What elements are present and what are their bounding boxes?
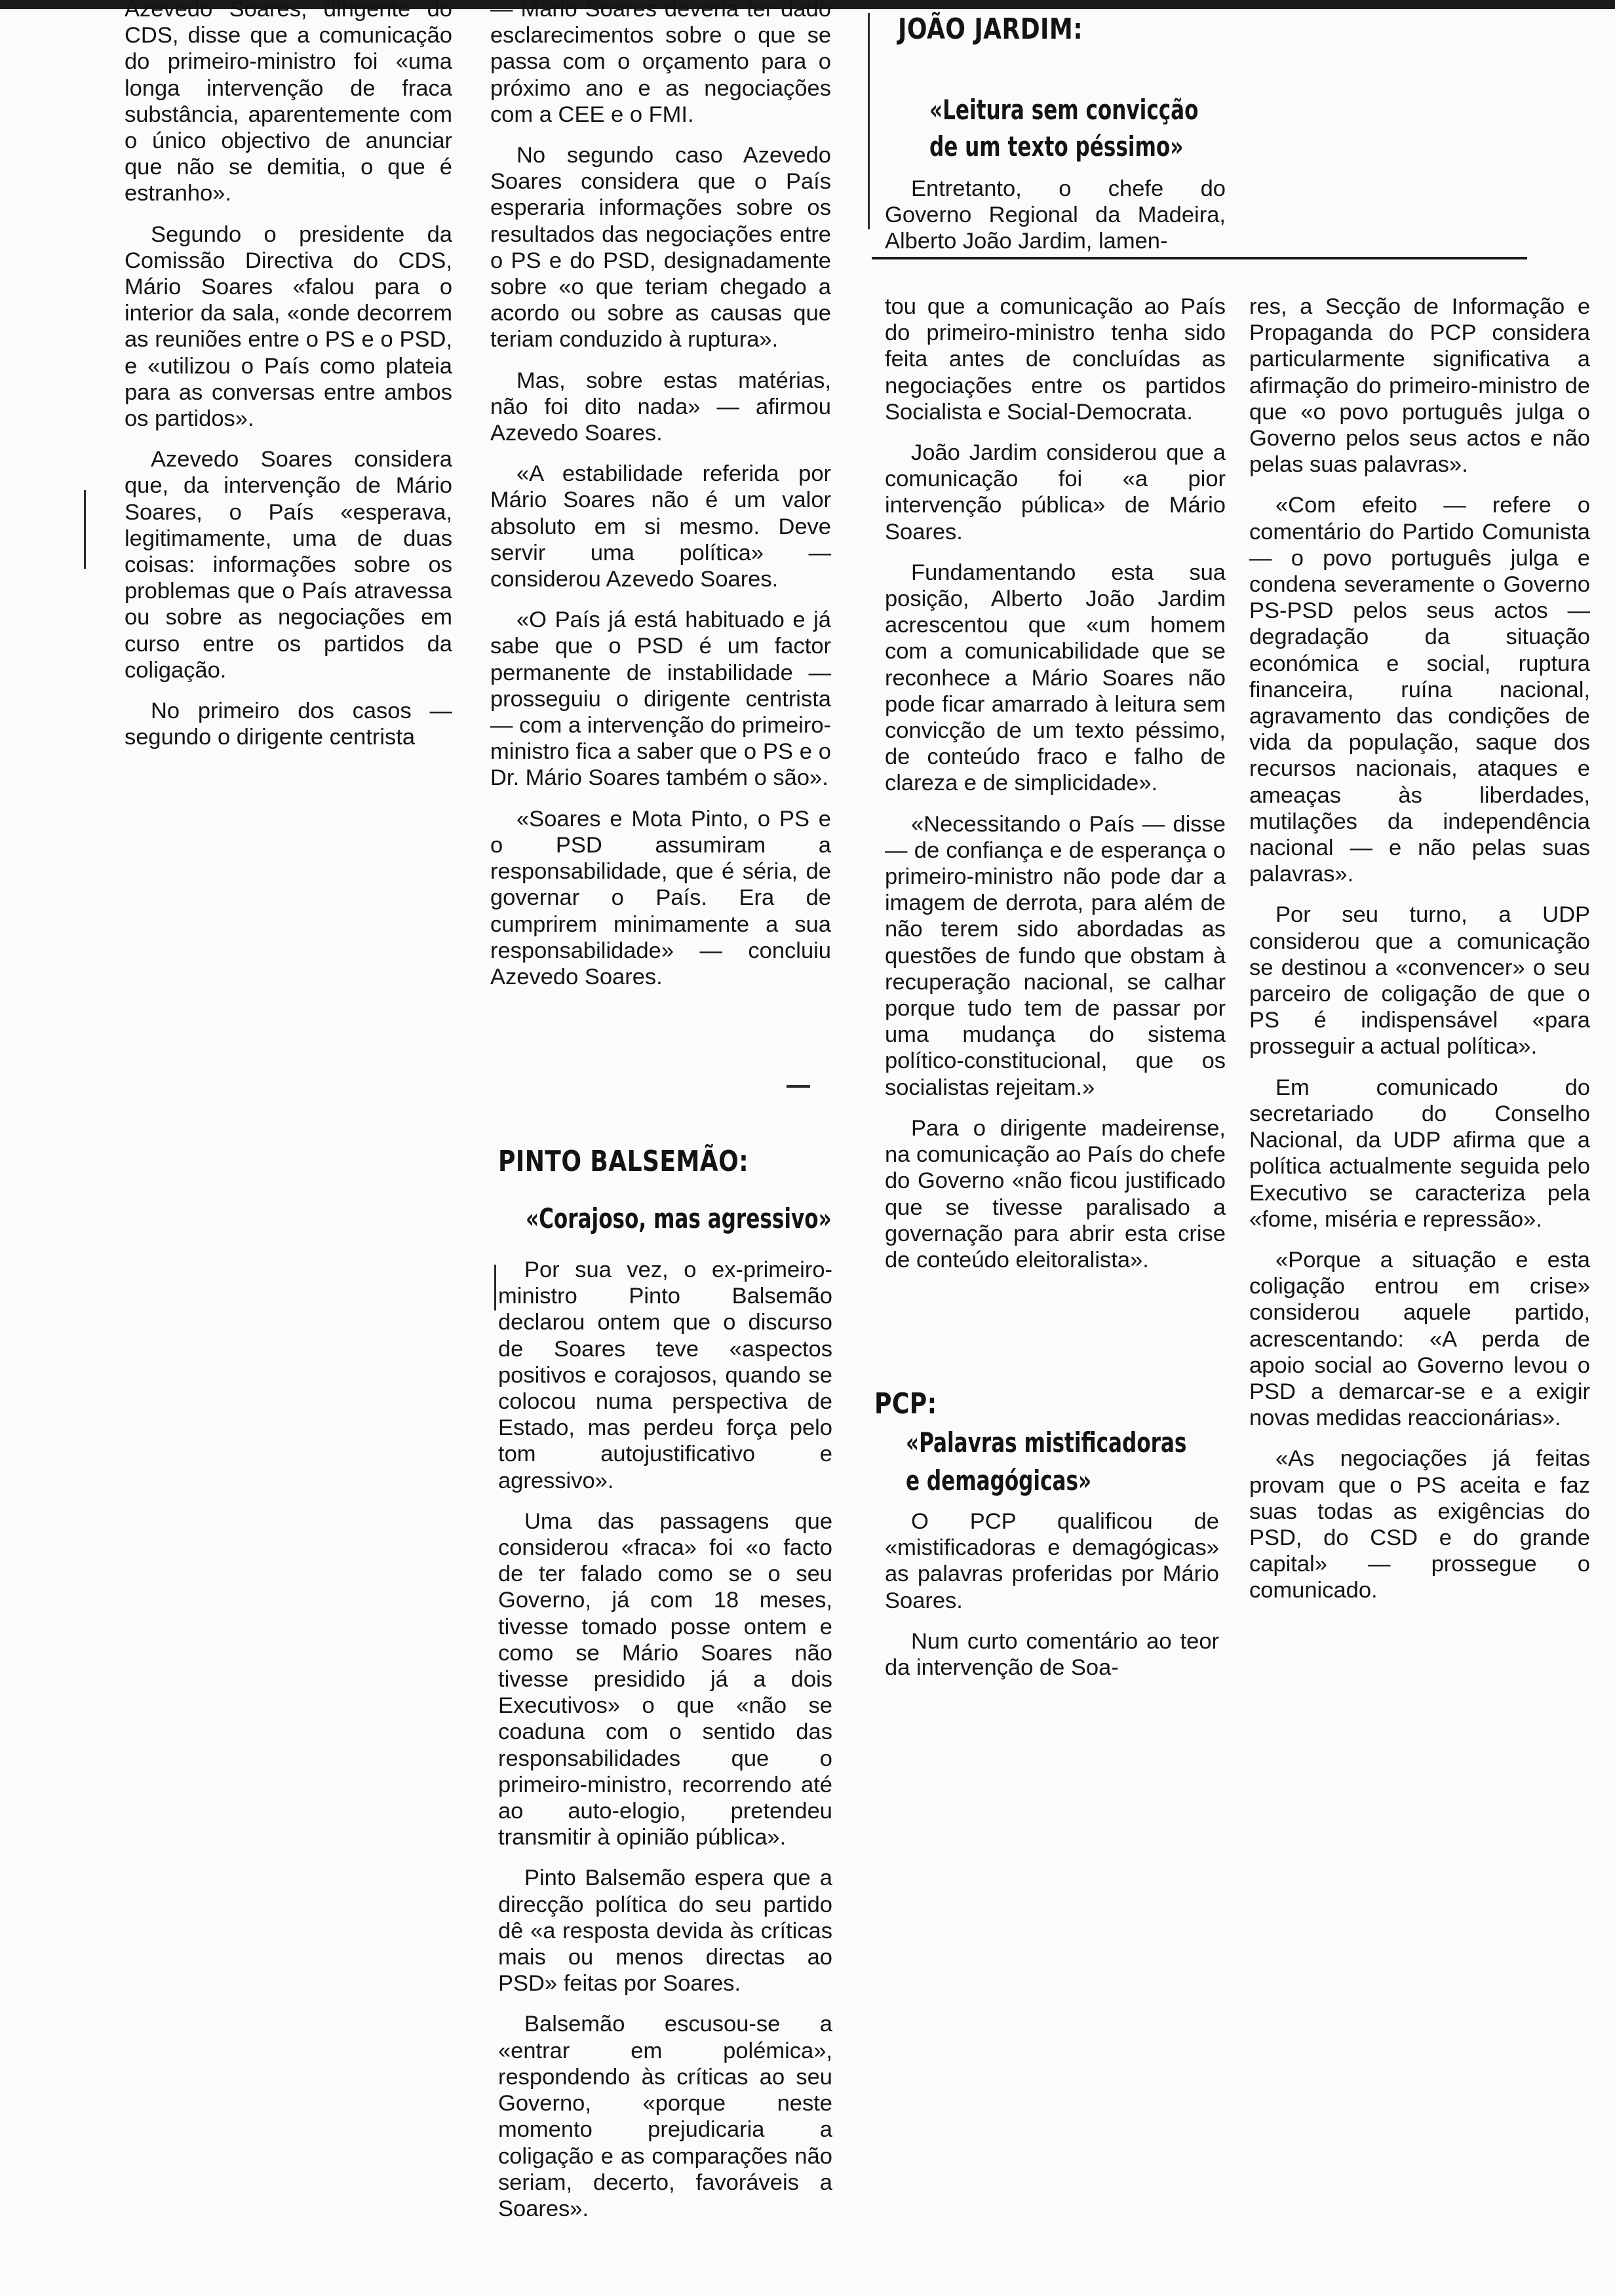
col3-paragraph: Para o dirigente madeirense, na comunicação ao País do chefe do Governo «não ficou justificado que se tivesse paralisado a governação para abrir esta crise de conteúdo eleitoralista». xyxy=(885,1115,1226,1272)
pcp-body xyxy=(885,1508,1219,1695)
col4-paragraph: «As negociações já feitas provam que o PS aceita e faz suas todas as exigências do PSD, do CSD e do grande capital» — prossegue o comunicado. xyxy=(1249,1446,1590,1603)
pcp-paragraph: Num curto comentário ao teor da intervenção de Soa- xyxy=(885,1628,1219,1681)
section-heading-pcp: PCP: xyxy=(874,1387,937,1421)
col4-paragraph: res, a Secção de Informação e Propaganda do PCP considera particularmente significativa a afirmação do primeiro-ministro de que «o povo português julga o Governo pelos seus actos e não pelas suas palavras». xyxy=(1249,294,1590,478)
col4-paragraph: Em comunicado do secretariado do Conselho Nacional, da UDP afirma que a política actualmente seguida pelo Executivo se caracteriza pela «fome, miséria e repressão». xyxy=(1249,1075,1590,1232)
col2-paragraph: Mas, sobre estas matérias, não foi dito nada» — afirmou Azevedo Soares. xyxy=(490,368,831,446)
section-heading-balsemao: PINTO BALSEMÃO: xyxy=(498,1145,749,1178)
col2-paragraph: «O País já está habituado e já sabe que o PSD é um factor permanente de instabilidade — prosseguiu o dirigente centrista — com a intervenção do primeiro-ministro fica a saber que o PS e o Dr. Mário Soares também o são». xyxy=(490,607,831,791)
col1-paragraph: Segundo o presidente da Comissão Directiva do CDS, Mário Soares «falou para o interior da sala, «onde decorrem as reuniões entre o PS e o PSD, e «utilizou o País como plateia para as conversas entre ambos os partidos». xyxy=(125,221,452,432)
section-heading-jardim: JOÃO JARDIM: xyxy=(898,12,1083,46)
col3-paragraph: Fundamentando esta sua posição, Alberto João Jardim acrescentou que «um homem com a comunicabilidade que se reconhece a Mário Soares não pode ficar amarrado à leitura sem convicção de um texto péssimo, de conteúdo fraco e falho de clareza e de simplicidade». xyxy=(885,560,1226,796)
column-1 xyxy=(125,0,452,765)
quote-heading-pcp-line1: «Palavras mistificadoras xyxy=(906,1426,1187,1459)
balsemao-paragraph: Pinto Balsemão espera que a direcção política do seu partido dê «a resposta devida às críticas mais ou menos directas ao PSD» feitas por Soares. xyxy=(498,1866,832,1997)
end-mark xyxy=(787,1085,810,1088)
margin-mark xyxy=(494,1265,496,1311)
col2-paragraph: «A estabilidade referida por Mário Soares não é um valor absoluto em si mesmo. Deve servir uma política» — considerou Azevedo Soares. xyxy=(490,461,831,592)
col2-paragraph: «Soares e Mota Pinto, o PS e o PSD assumiram a responsabilidade, que é séria, de governar o País. Era de cumprirem minimamente a sua responsabilidade» — concluiu Azevedo Soares. xyxy=(490,806,831,989)
quote-heading-pcp-line2: e demagógicas» xyxy=(906,1464,1092,1497)
horizontal-divider xyxy=(872,257,1527,259)
quote-heading-jardim-line1: «Leitura sem convicção xyxy=(929,94,1199,126)
col3-paragraph: João Jardim considerou que a comunicação foi «a pior intervenção pública» de Mário Soares. xyxy=(885,440,1226,545)
balsemao-paragraph: Balsemão escusou-se a «entrar em polémica», respondendo às críticas ao seu Governo, «porque neste momento prejudicaria a coligação e as comparações não seriam, decerto, favoráveis a Soares». xyxy=(498,2012,832,2221)
col1-paragraph: No primeiro dos casos — segundo o dirigente centrista xyxy=(125,698,452,750)
pcp-paragraph: O PCP qualificou de «mistificadoras e demagógicas» as palavras proferidas por Mário Soares. xyxy=(885,1509,1219,1613)
col1-paragraph: Azevedo Soares considera que, da intervenção de Mário Soares, o País «esperava, legitimamente, uma de duas coisas: informações sobre os problemas que o País atravessa ou sobre as negociações em curso entre os partidos da coligação. xyxy=(125,447,452,683)
quote-heading-balsemao: «Corajoso, mas agressivo» xyxy=(526,1202,832,1234)
column-4 xyxy=(1249,294,1590,1618)
col4-paragraph: «Porque a situação e esta coligação entrou em crise» considerou aquele partido, acrescentando: «A perda de apoio social ao Governo levou o PSD a demarcar-se e a exigir novas medidas reaccionárias». xyxy=(1249,1247,1590,1431)
balsemao-paragraph: Uma das passagens que considerou «fraca» foi «o facto de ter falado como se o seu Governo, já com 18 meses, tivesse tomado posse ontem e como se Mário Soares não tivesse presidido já a dois Executivos» o que «não se coaduna com o sentido das responsabilidades que o primeiro-ministro, recorrendo até ao auto-elogio, pretendeu transmitir à opinião pública». xyxy=(498,1508,832,1850)
jardim-lead-paragraph: Entretanto, o chefe do Governo Regional da Madeira, Alberto João Jardim, lamen- xyxy=(885,176,1226,254)
quote-heading-jardim-line2: de um texto péssimo» xyxy=(929,130,1184,163)
col4-paragraph: «Com efeito — refere o comentário do Partido Comunista — o povo português julga e condena severamente o Governo PS-PSD pelos seus actos — degradação da situação económica e social, ruptura financeira, ruína nacional, agravamento das condições de vida da população, saque dos recursos nacionais, ataques e ameaças às liberdades, mutilações da independência nacional — e não pelas suas palavras». xyxy=(1249,493,1590,887)
balsemao-body xyxy=(498,1257,832,2236)
jardim-lead xyxy=(885,176,1226,269)
col4-paragraph: Por seu turno, a UDP considerou que a comunicação se destinou a «convencer» o seu parceiro de coligação de que o PS é indispensável «para prosseguir a actual política». xyxy=(1249,902,1590,1060)
col3-paragraph: tou que a comunicação ao País do primeiro-ministro tenha sido feita antes de concluídas as negociações entre os partidos Socialista e Social-Democrata. xyxy=(885,294,1226,425)
col2-paragraph: — Mário Soares deveria ter dado esclarecimentos sobre o que se passa com o orçamento para o próximo ano e as negociações com a CEE e o FMI. xyxy=(490,0,831,127)
column-3 xyxy=(885,294,1226,1288)
balsemao-paragraph: Por sua vez, o ex-primeiro-ministro Pinto Balsemão declarou ontem que o discurso de Soares teve «aspectos positivos e corajosos, quando se colocou numa perspectiva de Estado, mas perdeu força pelo tom autojustificativo e agressivo». xyxy=(498,1257,832,1493)
col3-paragraph: «Necessitando o País — disse — de confiança e de esperança o primeiro-ministro não pode dar a imagem de derrota, para além de não terem sido abordadas as questões de fundo que obstam à recuperação nacional, se calhar porque tudo tem de passar por uma mudança do sistema político-constitucional, que os socialistas rejeitam.» xyxy=(885,811,1226,1100)
margin-mark xyxy=(84,490,86,569)
column-2 xyxy=(490,0,831,1004)
col2-paragraph: No segundo caso Azevedo Soares considera que o País esperaria informações sobre os resultados das negociações entre o PS e do PSD, designadamente sobre «o que teriam chegado a acordo ou sobre as causas que teriam conduzido à ruptura». xyxy=(490,143,831,353)
col1-paragraph: Azevedo Soares, dirigente do CDS, disse que a comunicação do primeiro-ministro foi «uma longa intervenção de fraca substância, aparentemente com o único objectivo de anunciar que não se demitia, o que é estranho». xyxy=(125,0,452,206)
section-divider-line xyxy=(868,13,870,229)
